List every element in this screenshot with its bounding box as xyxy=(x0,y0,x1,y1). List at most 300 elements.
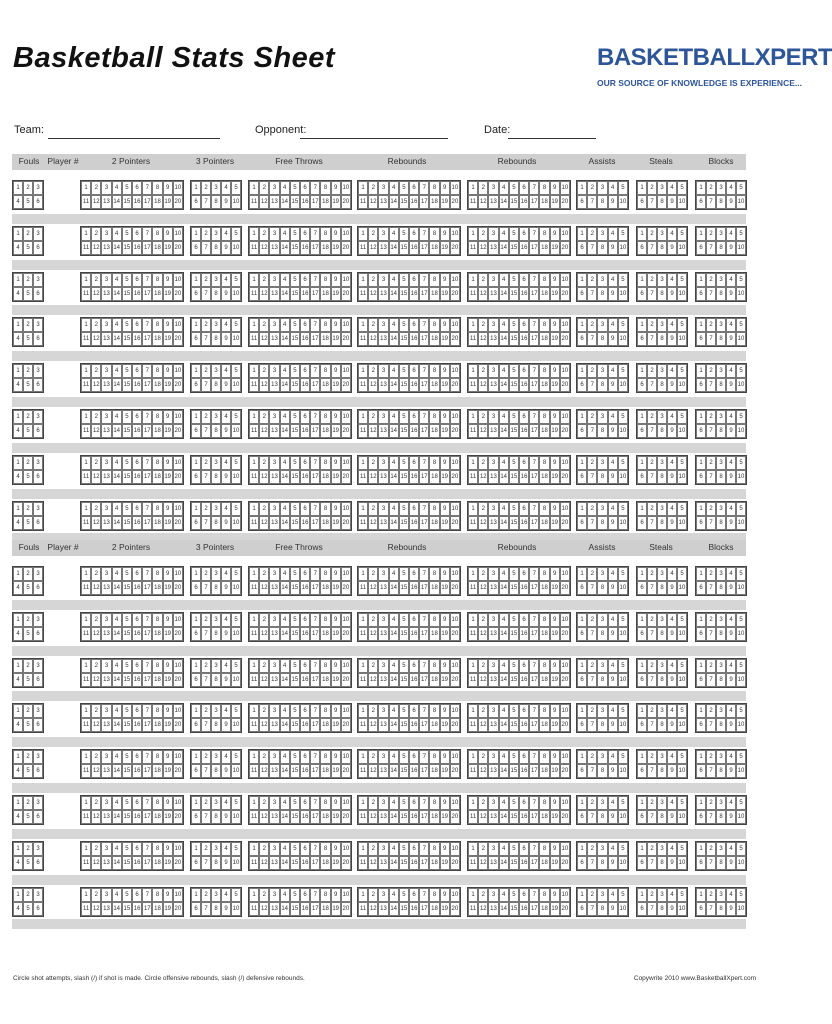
steals-cell[interactable]: 9 xyxy=(667,718,677,732)
blocks-cell[interactable]: 9 xyxy=(726,470,736,484)
steals-cell[interactable]: 5 xyxy=(677,181,687,195)
offensive-rebounds-cell[interactable]: 16 xyxy=(409,764,419,778)
blocks-cell[interactable]: 2 xyxy=(706,750,716,764)
offensive-rebounds-cell[interactable]: 2 xyxy=(368,227,378,241)
defensive-rebounds-cell[interactable]: 19 xyxy=(550,332,560,346)
fouls-cell[interactable]: 3 xyxy=(33,888,43,902)
offensive-rebounds-cell[interactable]: 18 xyxy=(429,856,439,870)
defensive-rebounds-cell[interactable]: 14 xyxy=(499,287,509,301)
2-pointers-cell[interactable]: 10 xyxy=(173,659,183,673)
offensive-rebounds-cell[interactable]: 10 xyxy=(450,410,460,424)
defensive-rebounds-cell[interactable]: 3 xyxy=(488,410,498,424)
offensive-rebounds-cell[interactable]: 10 xyxy=(450,227,460,241)
offensive-rebounds-cell[interactable]: 15 xyxy=(399,718,409,732)
free-throws-cell[interactable]: 1 xyxy=(249,750,259,764)
offensive-rebounds-cell[interactable]: 3 xyxy=(378,318,388,332)
3-pointers-cell[interactable]: 5 xyxy=(231,796,241,810)
offensive-rebounds-cell[interactable]: 4 xyxy=(389,456,399,470)
assists-cell[interactable]: 9 xyxy=(608,902,618,916)
steals-cell[interactable]: 5 xyxy=(677,364,687,378)
free-throws-cell[interactable]: 20 xyxy=(341,627,351,641)
steals-cell[interactable]: 1 xyxy=(637,567,647,581)
steals-cell[interactable]: 6 xyxy=(637,241,647,255)
player-number-cell[interactable] xyxy=(50,887,79,917)
fouls-cell[interactable]: 6 xyxy=(33,856,43,870)
free-throws-cell[interactable]: 20 xyxy=(341,287,351,301)
2-pointers-cell[interactable]: 11 xyxy=(81,241,91,255)
free-throws-cell[interactable]: 11 xyxy=(249,332,259,346)
defensive-rebounds-cell[interactable]: 19 xyxy=(550,287,560,301)
defensive-rebounds-cell[interactable]: 4 xyxy=(499,318,509,332)
free-throws-cell[interactable]: 19 xyxy=(331,470,341,484)
2-pointers-cell[interactable]: 8 xyxy=(152,659,162,673)
free-throws-cell[interactable]: 4 xyxy=(280,227,290,241)
free-throws-cell[interactable]: 4 xyxy=(280,318,290,332)
defensive-rebounds-cell[interactable]: 4 xyxy=(499,181,509,195)
steals-cell[interactable]: 6 xyxy=(637,581,647,595)
offensive-rebounds-cell[interactable]: 3 xyxy=(378,704,388,718)
offensive-rebounds-cell[interactable]: 16 xyxy=(409,673,419,687)
free-throws-cell[interactable]: 16 xyxy=(300,764,310,778)
blocks-cell[interactable]: 6 xyxy=(696,195,706,209)
defensive-rebounds-cell[interactable]: 15 xyxy=(509,581,519,595)
defensive-rebounds-cell[interactable]: 3 xyxy=(488,842,498,856)
2-pointers-cell[interactable]: 16 xyxy=(132,195,142,209)
free-throws-cell[interactable]: 1 xyxy=(249,567,259,581)
3-pointers-cell[interactable]: 6 xyxy=(191,718,201,732)
offensive-rebounds-cell[interactable]: 2 xyxy=(368,273,378,287)
3-pointers-cell[interactable]: 4 xyxy=(221,502,231,516)
free-throws-cell[interactable]: 17 xyxy=(310,581,320,595)
offensive-rebounds-cell[interactable]: 11 xyxy=(358,627,368,641)
free-throws-cell[interactable]: 20 xyxy=(341,718,351,732)
assists-cell[interactable]: 9 xyxy=(608,718,618,732)
2-pointers-cell[interactable]: 18 xyxy=(152,718,162,732)
free-throws-cell[interactable]: 15 xyxy=(290,627,300,641)
2-pointers-cell[interactable]: 20 xyxy=(173,287,183,301)
assists-cell[interactable]: 7 xyxy=(587,332,597,346)
offensive-rebounds-cell[interactable]: 19 xyxy=(440,516,450,530)
offensive-rebounds-cell[interactable]: 4 xyxy=(389,364,399,378)
fouls-cell[interactable]: 1 xyxy=(13,659,23,673)
defensive-rebounds-cell[interactable]: 20 xyxy=(560,287,570,301)
fouls-cell[interactable]: 3 xyxy=(33,181,43,195)
free-throws-cell[interactable]: 3 xyxy=(269,704,279,718)
offensive-rebounds-cell[interactable]: 18 xyxy=(429,627,439,641)
blocks-cell[interactable]: 2 xyxy=(706,502,716,516)
blocks-cell[interactable]: 9 xyxy=(726,424,736,438)
offensive-rebounds-cell[interactable]: 19 xyxy=(440,287,450,301)
offensive-rebounds-cell[interactable]: 2 xyxy=(368,750,378,764)
fouls-cell[interactable]: 5 xyxy=(23,810,33,824)
blocks-cell[interactable]: 3 xyxy=(716,456,726,470)
free-throws-cell[interactable]: 6 xyxy=(300,567,310,581)
assists-cell[interactable]: 7 xyxy=(587,856,597,870)
defensive-rebounds-cell[interactable]: 20 xyxy=(560,673,570,687)
3-pointers-cell[interactable]: 10 xyxy=(231,856,241,870)
2-pointers-cell[interactable]: 15 xyxy=(122,424,132,438)
offensive-rebounds-cell[interactable]: 2 xyxy=(368,181,378,195)
assists-cell[interactable]: 10 xyxy=(618,378,628,392)
offensive-rebounds-cell[interactable]: 10 xyxy=(450,750,460,764)
assists-cell[interactable]: 10 xyxy=(618,856,628,870)
defensive-rebounds-cell[interactable]: 7 xyxy=(529,456,539,470)
steals-cell[interactable]: 1 xyxy=(637,456,647,470)
offensive-rebounds-cell[interactable]: 13 xyxy=(378,856,388,870)
free-throws-cell[interactable]: 18 xyxy=(320,241,330,255)
2-pointers-cell[interactable]: 3 xyxy=(101,456,111,470)
free-throws-cell[interactable]: 8 xyxy=(320,227,330,241)
defensive-rebounds-cell[interactable]: 7 xyxy=(529,842,539,856)
free-throws-cell[interactable]: 4 xyxy=(280,456,290,470)
offensive-rebounds-cell[interactable]: 2 xyxy=(368,456,378,470)
steals-cell[interactable]: 1 xyxy=(637,227,647,241)
assists-cell[interactable]: 7 xyxy=(587,424,597,438)
defensive-rebounds-cell[interactable]: 9 xyxy=(550,502,560,516)
offensive-rebounds-cell[interactable]: 10 xyxy=(450,567,460,581)
blocks-cell[interactable]: 5 xyxy=(736,796,746,810)
defensive-rebounds-cell[interactable]: 17 xyxy=(529,856,539,870)
free-throws-cell[interactable]: 12 xyxy=(259,902,269,916)
steals-cell[interactable]: 2 xyxy=(647,659,657,673)
free-throws-cell[interactable]: 13 xyxy=(269,764,279,778)
offensive-rebounds-cell[interactable]: 11 xyxy=(358,902,368,916)
defensive-rebounds-cell[interactable]: 16 xyxy=(519,195,529,209)
offensive-rebounds-cell[interactable]: 5 xyxy=(399,842,409,856)
assists-cell[interactable]: 8 xyxy=(597,195,607,209)
assists-cell[interactable]: 10 xyxy=(618,902,628,916)
free-throws-cell[interactable]: 15 xyxy=(290,516,300,530)
offensive-rebounds-cell[interactable]: 6 xyxy=(409,181,419,195)
fouls-cell[interactable]: 3 xyxy=(33,613,43,627)
steals-cell[interactable]: 6 xyxy=(637,470,647,484)
free-throws-cell[interactable]: 4 xyxy=(280,842,290,856)
steals-cell[interactable]: 9 xyxy=(667,516,677,530)
assists-cell[interactable]: 4 xyxy=(608,888,618,902)
defensive-rebounds-cell[interactable]: 15 xyxy=(509,810,519,824)
defensive-rebounds-cell[interactable]: 18 xyxy=(539,673,549,687)
2-pointers-cell[interactable]: 10 xyxy=(173,273,183,287)
2-pointers-cell[interactable]: 15 xyxy=(122,902,132,916)
offensive-rebounds-cell[interactable]: 9 xyxy=(440,318,450,332)
defensive-rebounds-cell[interactable]: 10 xyxy=(560,659,570,673)
offensive-rebounds-cell[interactable]: 20 xyxy=(450,287,460,301)
defensive-rebounds-cell[interactable]: 5 xyxy=(509,456,519,470)
offensive-rebounds-cell[interactable]: 15 xyxy=(399,627,409,641)
2-pointers-cell[interactable]: 12 xyxy=(91,241,101,255)
offensive-rebounds-cell[interactable]: 16 xyxy=(409,516,419,530)
3-pointers-cell[interactable]: 1 xyxy=(191,181,201,195)
defensive-rebounds-cell[interactable]: 6 xyxy=(519,318,529,332)
steals-cell[interactable]: 8 xyxy=(657,287,667,301)
fouls-cell[interactable]: 1 xyxy=(13,567,23,581)
steals-cell[interactable]: 2 xyxy=(647,613,657,627)
free-throws-cell[interactable]: 17 xyxy=(310,516,320,530)
3-pointers-cell[interactable]: 3 xyxy=(211,456,221,470)
defensive-rebounds-cell[interactable]: 19 xyxy=(550,378,560,392)
defensive-rebounds-cell[interactable]: 1 xyxy=(468,796,478,810)
defensive-rebounds-cell[interactable]: 10 xyxy=(560,750,570,764)
steals-cell[interactable]: 5 xyxy=(677,750,687,764)
offensive-rebounds-cell[interactable]: 17 xyxy=(419,241,429,255)
3-pointers-cell[interactable]: 10 xyxy=(231,810,241,824)
blocks-cell[interactable]: 1 xyxy=(696,842,706,856)
2-pointers-cell[interactable]: 18 xyxy=(152,902,162,916)
defensive-rebounds-cell[interactable]: 1 xyxy=(468,456,478,470)
offensive-rebounds-cell[interactable]: 15 xyxy=(399,902,409,916)
offensive-rebounds-cell[interactable]: 12 xyxy=(368,470,378,484)
2-pointers-cell[interactable]: 16 xyxy=(132,581,142,595)
blocks-cell[interactable]: 5 xyxy=(736,659,746,673)
offensive-rebounds-cell[interactable]: 11 xyxy=(358,673,368,687)
2-pointers-cell[interactable]: 20 xyxy=(173,856,183,870)
free-throws-cell[interactable]: 17 xyxy=(310,378,320,392)
3-pointers-cell[interactable]: 8 xyxy=(211,516,221,530)
assists-cell[interactable]: 6 xyxy=(577,516,587,530)
steals-cell[interactable]: 6 xyxy=(637,516,647,530)
3-pointers-cell[interactable]: 4 xyxy=(221,410,231,424)
blocks-cell[interactable]: 8 xyxy=(716,673,726,687)
blocks-cell[interactable]: 10 xyxy=(736,287,746,301)
fouls-cell[interactable]: 5 xyxy=(23,764,33,778)
steals-cell[interactable]: 8 xyxy=(657,718,667,732)
blocks-cell[interactable]: 1 xyxy=(696,456,706,470)
2-pointers-cell[interactable]: 4 xyxy=(112,273,122,287)
free-throws-cell[interactable]: 6 xyxy=(300,613,310,627)
offensive-rebounds-cell[interactable]: 19 xyxy=(440,902,450,916)
3-pointers-cell[interactable]: 10 xyxy=(231,378,241,392)
offensive-rebounds-cell[interactable]: 1 xyxy=(358,410,368,424)
free-throws-cell[interactable]: 14 xyxy=(280,673,290,687)
blocks-cell[interactable]: 5 xyxy=(736,842,746,856)
3-pointers-cell[interactable]: 9 xyxy=(221,516,231,530)
3-pointers-cell[interactable]: 2 xyxy=(201,567,211,581)
3-pointers-cell[interactable]: 1 xyxy=(191,888,201,902)
blocks-cell[interactable]: 1 xyxy=(696,273,706,287)
free-throws-cell[interactable]: 9 xyxy=(331,659,341,673)
defensive-rebounds-cell[interactable]: 3 xyxy=(488,613,498,627)
blocks-cell[interactable]: 10 xyxy=(736,718,746,732)
steals-cell[interactable]: 1 xyxy=(637,613,647,627)
free-throws-cell[interactable]: 9 xyxy=(331,842,341,856)
2-pointers-cell[interactable]: 2 xyxy=(91,567,101,581)
offensive-rebounds-cell[interactable]: 6 xyxy=(409,273,419,287)
defensive-rebounds-cell[interactable]: 8 xyxy=(539,888,549,902)
free-throws-cell[interactable]: 1 xyxy=(249,659,259,673)
steals-cell[interactable]: 5 xyxy=(677,842,687,856)
defensive-rebounds-cell[interactable]: 3 xyxy=(488,502,498,516)
defensive-rebounds-cell[interactable]: 4 xyxy=(499,456,509,470)
free-throws-cell[interactable]: 17 xyxy=(310,902,320,916)
free-throws-cell[interactable]: 20 xyxy=(341,764,351,778)
2-pointers-cell[interactable]: 1 xyxy=(81,567,91,581)
3-pointers-cell[interactable]: 1 xyxy=(191,318,201,332)
fouls-cell[interactable]: 5 xyxy=(23,673,33,687)
defensive-rebounds-cell[interactable]: 10 xyxy=(560,613,570,627)
2-pointers-cell[interactable]: 18 xyxy=(152,287,162,301)
fouls-cell[interactable]: 6 xyxy=(33,195,43,209)
3-pointers-cell[interactable]: 4 xyxy=(221,796,231,810)
defensive-rebounds-cell[interactable]: 9 xyxy=(550,410,560,424)
offensive-rebounds-cell[interactable]: 11 xyxy=(358,287,368,301)
assists-cell[interactable]: 9 xyxy=(608,673,618,687)
3-pointers-cell[interactable]: 5 xyxy=(231,750,241,764)
defensive-rebounds-cell[interactable]: 5 xyxy=(509,659,519,673)
3-pointers-cell[interactable]: 7 xyxy=(201,516,211,530)
assists-cell[interactable]: 3 xyxy=(597,502,607,516)
blocks-cell[interactable]: 1 xyxy=(696,750,706,764)
steals-cell[interactable]: 3 xyxy=(657,567,667,581)
defensive-rebounds-cell[interactable]: 19 xyxy=(550,581,560,595)
defensive-rebounds-cell[interactable]: 15 xyxy=(509,764,519,778)
free-throws-cell[interactable]: 14 xyxy=(280,287,290,301)
free-throws-cell[interactable]: 8 xyxy=(320,659,330,673)
defensive-rebounds-cell[interactable]: 3 xyxy=(488,567,498,581)
2-pointers-cell[interactable]: 16 xyxy=(132,378,142,392)
blocks-cell[interactable]: 5 xyxy=(736,318,746,332)
2-pointers-cell[interactable]: 2 xyxy=(91,750,101,764)
2-pointers-cell[interactable]: 7 xyxy=(142,273,152,287)
blocks-cell[interactable]: 5 xyxy=(736,613,746,627)
assists-cell[interactable]: 2 xyxy=(587,796,597,810)
2-pointers-cell[interactable]: 10 xyxy=(173,750,183,764)
3-pointers-cell[interactable]: 7 xyxy=(201,424,211,438)
steals-cell[interactable]: 2 xyxy=(647,318,657,332)
blocks-cell[interactable]: 3 xyxy=(716,410,726,424)
blocks-cell[interactable]: 3 xyxy=(716,796,726,810)
offensive-rebounds-cell[interactable]: 19 xyxy=(440,810,450,824)
fouls-cell[interactable]: 3 xyxy=(33,364,43,378)
steals-cell[interactable]: 7 xyxy=(647,332,657,346)
free-throws-cell[interactable]: 8 xyxy=(320,750,330,764)
offensive-rebounds-cell[interactable]: 1 xyxy=(358,567,368,581)
offensive-rebounds-cell[interactable]: 4 xyxy=(389,704,399,718)
blocks-cell[interactable]: 2 xyxy=(706,227,716,241)
free-throws-cell[interactable]: 2 xyxy=(259,273,269,287)
blocks-cell[interactable]: 4 xyxy=(726,364,736,378)
steals-cell[interactable]: 10 xyxy=(677,195,687,209)
offensive-rebounds-cell[interactable]: 5 xyxy=(399,318,409,332)
steals-cell[interactable]: 4 xyxy=(667,659,677,673)
defensive-rebounds-cell[interactable]: 16 xyxy=(519,241,529,255)
defensive-rebounds-cell[interactable]: 14 xyxy=(499,516,509,530)
fouls-cell[interactable]: 6 xyxy=(33,764,43,778)
defensive-rebounds-cell[interactable]: 1 xyxy=(468,364,478,378)
defensive-rebounds-cell[interactable]: 8 xyxy=(539,796,549,810)
defensive-rebounds-cell[interactable]: 2 xyxy=(478,704,488,718)
defensive-rebounds-cell[interactable]: 12 xyxy=(478,902,488,916)
free-throws-cell[interactable]: 12 xyxy=(259,718,269,732)
defensive-rebounds-cell[interactable]: 10 xyxy=(560,181,570,195)
free-throws-cell[interactable]: 19 xyxy=(331,856,341,870)
steals-cell[interactable]: 2 xyxy=(647,456,657,470)
defensive-rebounds-cell[interactable]: 14 xyxy=(499,718,509,732)
2-pointers-cell[interactable]: 6 xyxy=(132,567,142,581)
defensive-rebounds-cell[interactable]: 7 xyxy=(529,613,539,627)
steals-cell[interactable]: 8 xyxy=(657,332,667,346)
2-pointers-cell[interactable]: 5 xyxy=(122,502,132,516)
offensive-rebounds-cell[interactable]: 9 xyxy=(440,659,450,673)
2-pointers-cell[interactable]: 17 xyxy=(142,627,152,641)
assists-cell[interactable]: 10 xyxy=(618,195,628,209)
defensive-rebounds-cell[interactable]: 5 xyxy=(509,613,519,627)
2-pointers-cell[interactable]: 18 xyxy=(152,332,162,346)
2-pointers-cell[interactable]: 11 xyxy=(81,287,91,301)
2-pointers-cell[interactable]: 8 xyxy=(152,181,162,195)
steals-cell[interactable]: 9 xyxy=(667,627,677,641)
fouls-cell[interactable]: 2 xyxy=(23,842,33,856)
steals-cell[interactable]: 1 xyxy=(637,750,647,764)
blocks-cell[interactable]: 3 xyxy=(716,318,726,332)
2-pointers-cell[interactable]: 19 xyxy=(163,627,173,641)
assists-cell[interactable]: 5 xyxy=(618,273,628,287)
defensive-rebounds-cell[interactable]: 6 xyxy=(519,567,529,581)
blocks-cell[interactable]: 10 xyxy=(736,764,746,778)
blocks-cell[interactable]: 8 xyxy=(716,718,726,732)
defensive-rebounds-cell[interactable]: 19 xyxy=(550,902,560,916)
free-throws-cell[interactable]: 17 xyxy=(310,332,320,346)
free-throws-cell[interactable]: 13 xyxy=(269,332,279,346)
offensive-rebounds-cell[interactable]: 6 xyxy=(409,456,419,470)
blocks-cell[interactable]: 9 xyxy=(726,764,736,778)
defensive-rebounds-cell[interactable]: 1 xyxy=(468,613,478,627)
fouls-cell[interactable]: 1 xyxy=(13,704,23,718)
steals-cell[interactable]: 3 xyxy=(657,410,667,424)
offensive-rebounds-cell[interactable]: 14 xyxy=(389,810,399,824)
steals-cell[interactable]: 4 xyxy=(667,796,677,810)
defensive-rebounds-cell[interactable]: 16 xyxy=(519,856,529,870)
free-throws-cell[interactable]: 14 xyxy=(280,810,290,824)
2-pointers-cell[interactable]: 14 xyxy=(112,241,122,255)
defensive-rebounds-cell[interactable]: 6 xyxy=(519,704,529,718)
3-pointers-cell[interactable]: 7 xyxy=(201,718,211,732)
3-pointers-cell[interactable]: 8 xyxy=(211,673,221,687)
player-number-cell[interactable] xyxy=(50,226,79,256)
offensive-rebounds-cell[interactable]: 1 xyxy=(358,659,368,673)
fouls-cell[interactable]: 3 xyxy=(33,842,43,856)
2-pointers-cell[interactable]: 17 xyxy=(142,581,152,595)
defensive-rebounds-cell[interactable]: 2 xyxy=(478,181,488,195)
2-pointers-cell[interactable]: 4 xyxy=(112,659,122,673)
free-throws-cell[interactable]: 11 xyxy=(249,424,259,438)
2-pointers-cell[interactable]: 20 xyxy=(173,332,183,346)
offensive-rebounds-cell[interactable]: 18 xyxy=(429,581,439,595)
steals-cell[interactable]: 9 xyxy=(667,378,677,392)
defensive-rebounds-cell[interactable]: 5 xyxy=(509,888,519,902)
steals-cell[interactable]: 1 xyxy=(637,796,647,810)
offensive-rebounds-cell[interactable]: 4 xyxy=(389,567,399,581)
defensive-rebounds-cell[interactable]: 19 xyxy=(550,718,560,732)
defensive-rebounds-cell[interactable]: 7 xyxy=(529,318,539,332)
free-throws-cell[interactable]: 10 xyxy=(341,704,351,718)
assists-cell[interactable]: 8 xyxy=(597,581,607,595)
steals-cell[interactable]: 5 xyxy=(677,796,687,810)
opponent-input-line[interactable] xyxy=(300,138,448,139)
offensive-rebounds-cell[interactable]: 14 xyxy=(389,516,399,530)
defensive-rebounds-cell[interactable]: 3 xyxy=(488,318,498,332)
free-throws-cell[interactable]: 15 xyxy=(290,581,300,595)
fouls-cell[interactable]: 1 xyxy=(13,364,23,378)
offensive-rebounds-cell[interactable]: 8 xyxy=(429,410,439,424)
2-pointers-cell[interactable]: 15 xyxy=(122,673,132,687)
steals-cell[interactable]: 6 xyxy=(637,195,647,209)
defensive-rebounds-cell[interactable]: 13 xyxy=(488,470,498,484)
assists-cell[interactable]: 3 xyxy=(597,888,607,902)
defensive-rebounds-cell[interactable]: 9 xyxy=(550,750,560,764)
defensive-rebounds-cell[interactable]: 2 xyxy=(478,842,488,856)
2-pointers-cell[interactable]: 5 xyxy=(122,456,132,470)
2-pointers-cell[interactable]: 10 xyxy=(173,410,183,424)
